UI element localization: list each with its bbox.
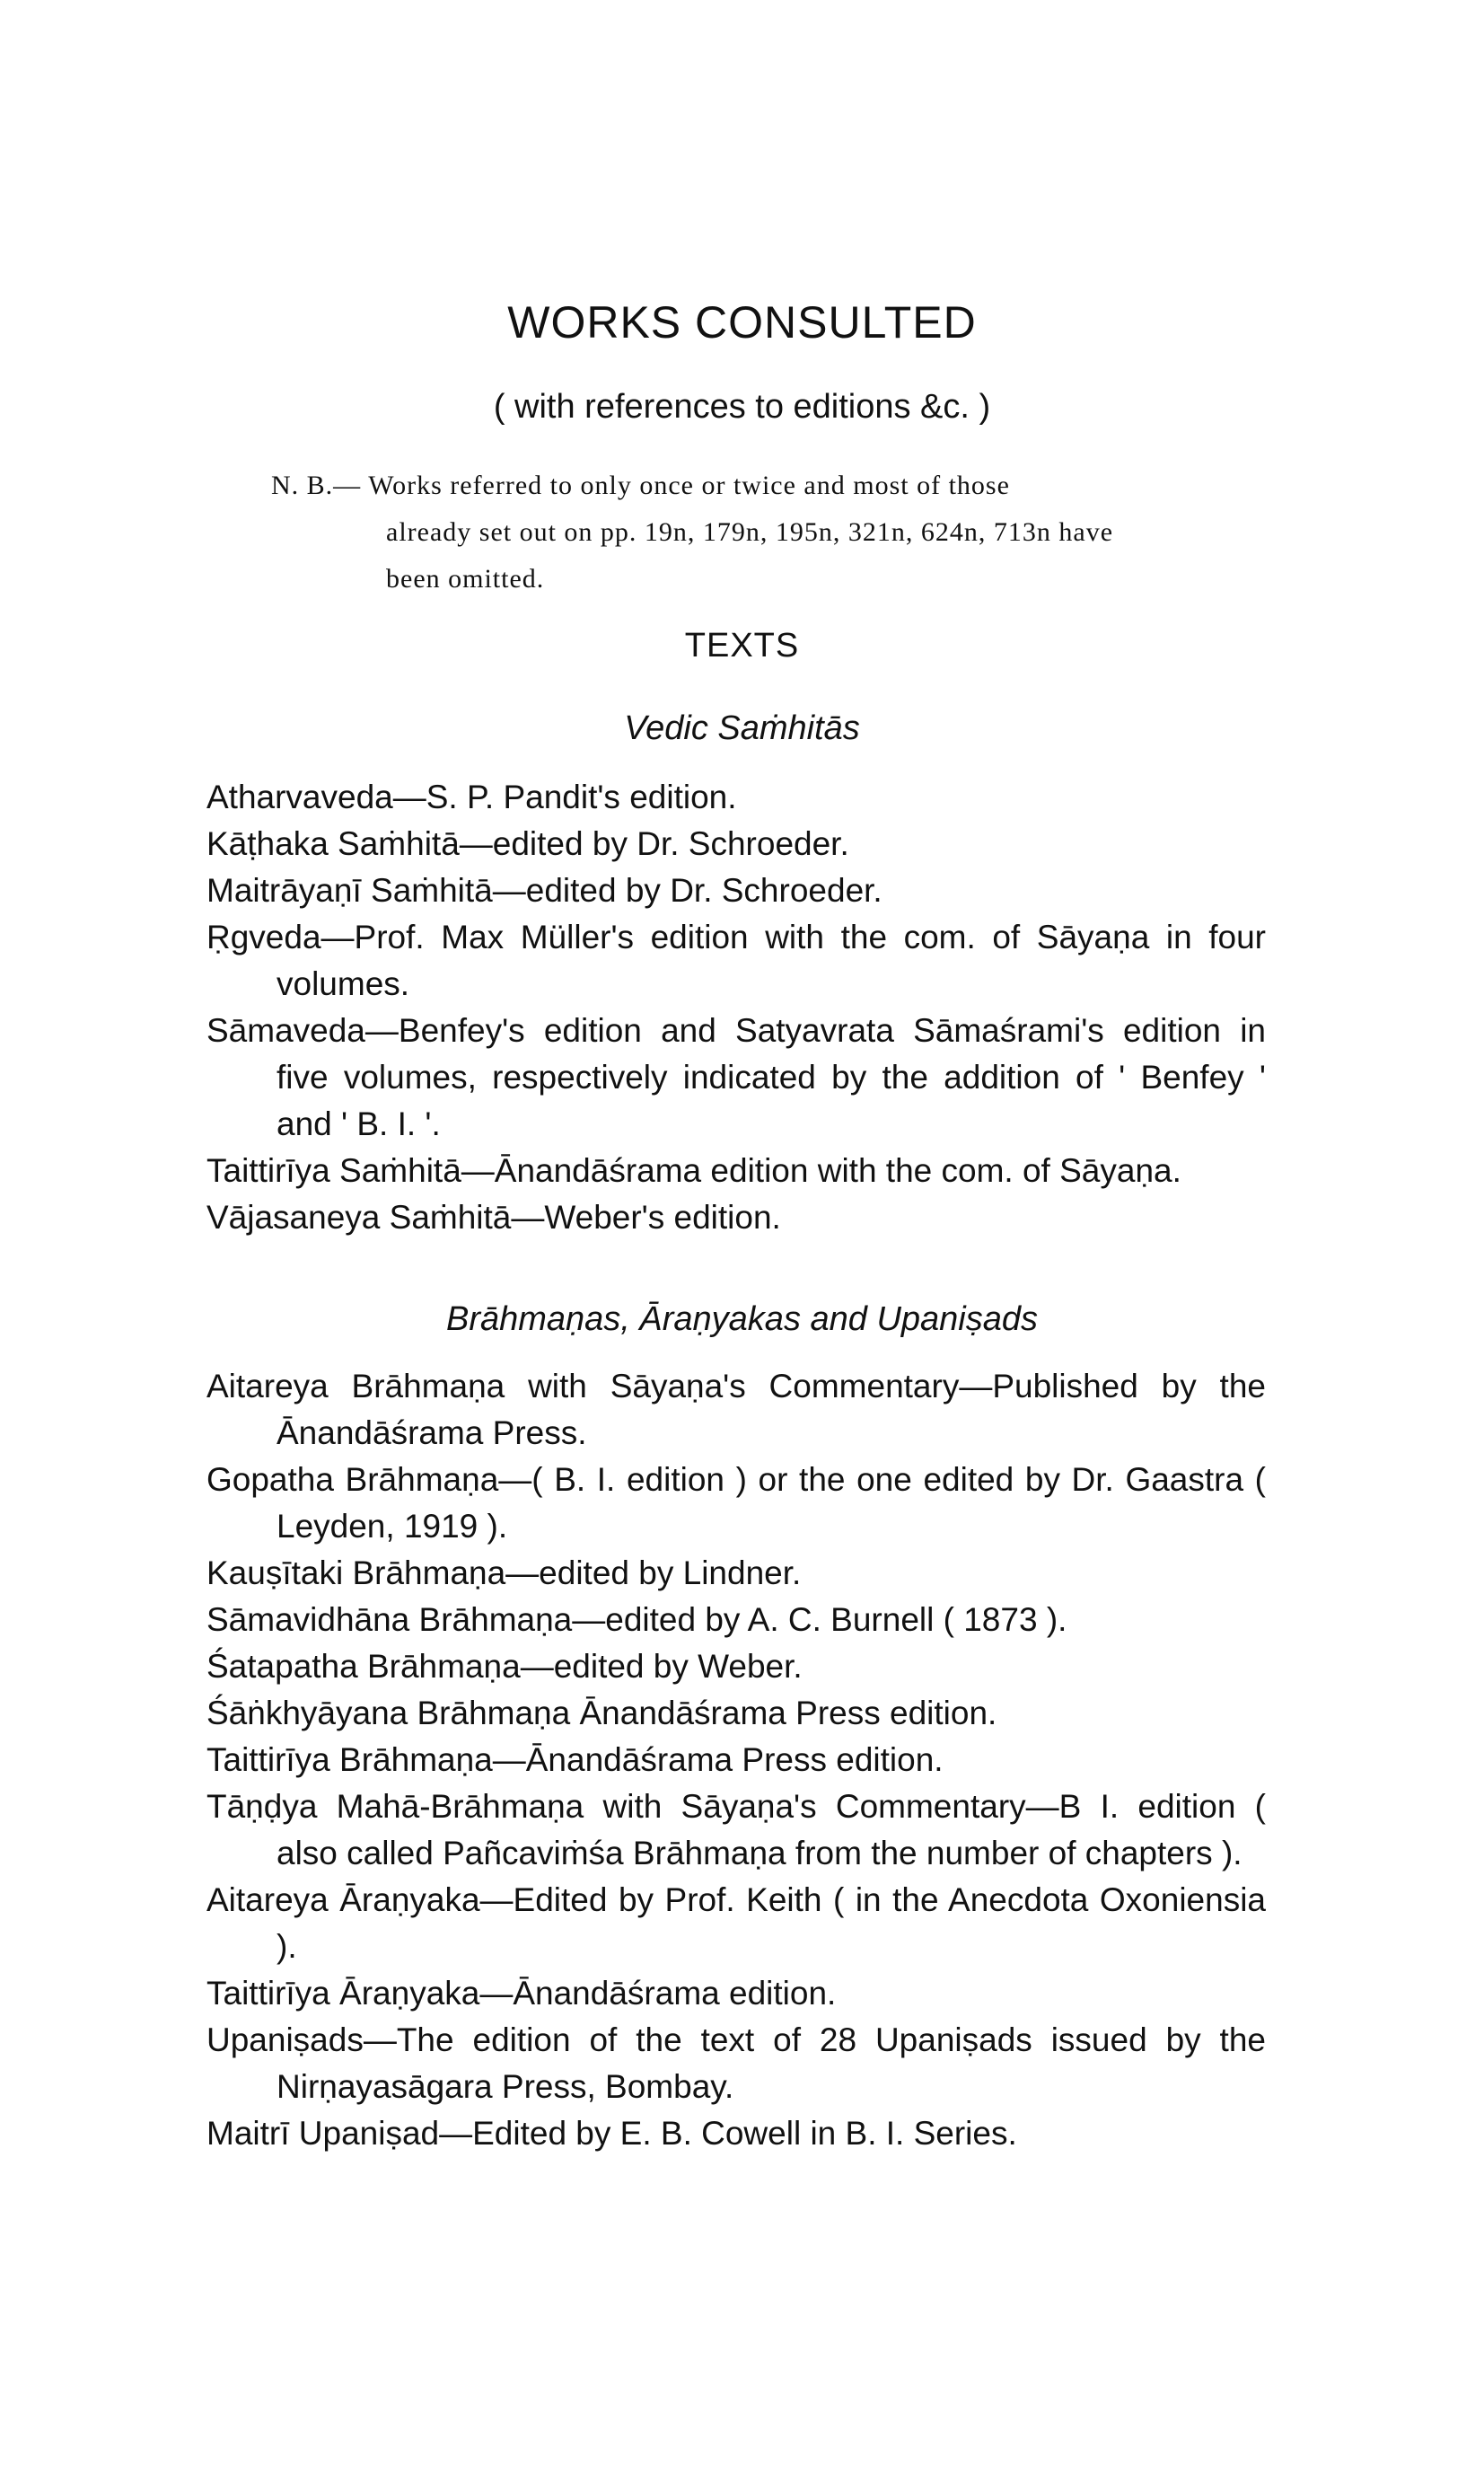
list-item: Maitrī Upaniṣad—Edited by E. B. Cowell in B. I. Series.	[206, 2115, 1017, 2152]
list-item: Śāṅkhyāyana Brāhmaṇa Ānandāśrama Press edition.	[206, 1695, 997, 1731]
list-item: Maitrāyaṇī Saṁhitā—edited by Dr. Schroeder.	[206, 872, 882, 909]
list-item: Aitareya Āraṇyaka—Edited by Prof. Keith ( in the Anecdota Oxoniensia ).	[206, 1881, 1266, 1965]
list-item: Vājasaneya Saṁhitā—Weber's edition.	[206, 1199, 781, 1236]
entry-list-vedic-samhitas	[206, 774, 1266, 1241]
note-block	[271, 462, 1277, 603]
group-title-vedic-samhitas: Vedic Saṁhitās	[624, 709, 860, 747]
list-item: Ṛgveda—Prof. Max Müller's edition with the com. of Sāyaṇa in four volumes.	[206, 919, 1266, 1002]
list-item: Gopatha Brāhmaṇa—( B. I. edition ) or the one edited by Dr. Gaastra ( Leyden, 1919 ).	[206, 1461, 1266, 1545]
note-line: been omitted.	[386, 564, 545, 594]
list-item: Sāmaveda—Benfey's edition and Satyavrata Sāmaśrami's edition in five volumes, respectively indicated by the addition of ' Benfey ' and ' B. I. '.	[206, 1012, 1266, 1142]
note-label: N. B.—	[271, 471, 362, 500]
list-item: Kauṣītaki Brāhmaṇa—edited by Lindner.	[206, 1554, 802, 1591]
note-line: already set out on pp. 19n, 179n, 195n, 321n, 624n, 713n have	[386, 517, 1114, 547]
list-item: Aitareya Brāhmaṇa with Sāyaṇa's Commentary—Published by the Ānandāśrama Press.	[206, 1368, 1266, 1451]
list-item: Upaniṣads—The edition of the text of 28 Upaniṣads issued by the Nirṇayasāgara Press, Bombay.	[206, 2021, 1266, 2105]
list-item: Tāṇḍya Mahā-Brāhmaṇa with Sāyaṇa's Commentary—B I. edition ( also called Pañcaviṁśa Brāhmaṇa from the number of chapters ).	[206, 1788, 1266, 1871]
list-item: Atharvaveda—S. P. Pandit's edition.	[206, 779, 737, 815]
list-item: Taittirīya Brāhmaṇa—Ānandāśrama Press edition.	[206, 1741, 944, 1778]
list-item: Sāmavidhāna Brāhmaṇa—edited by A. C. Burnell ( 1873 ).	[206, 1601, 1067, 1638]
section-title-texts: TEXTS	[684, 627, 800, 665]
page-subtitle: ( with references to editions &c. )	[493, 388, 991, 426]
list-item: Taittirīya Āraṇyaka—Ānandāśrama edition.	[206, 1975, 837, 2012]
entry-list-brahmanas	[206, 1363, 1266, 2157]
page-title: WORKS CONSULTED	[507, 297, 977, 348]
list-item: Taittirīya Saṁhitā—Ānandāśrama edition with the com. of Sāyaṇa.	[206, 1152, 1181, 1189]
list-item: Śatapatha Brāhmaṇa—edited by Weber.	[206, 1648, 803, 1685]
list-item: Kāṭhaka Saṁhitā—edited by Dr. Schroeder.	[206, 825, 849, 862]
note-line: N. B.— Works referred to only once or twice and most of those	[271, 471, 1010, 500]
group-title-brahmanas: Brāhmaṇas, Āraṇyakas and Upaniṣads	[445, 1300, 1039, 1338]
